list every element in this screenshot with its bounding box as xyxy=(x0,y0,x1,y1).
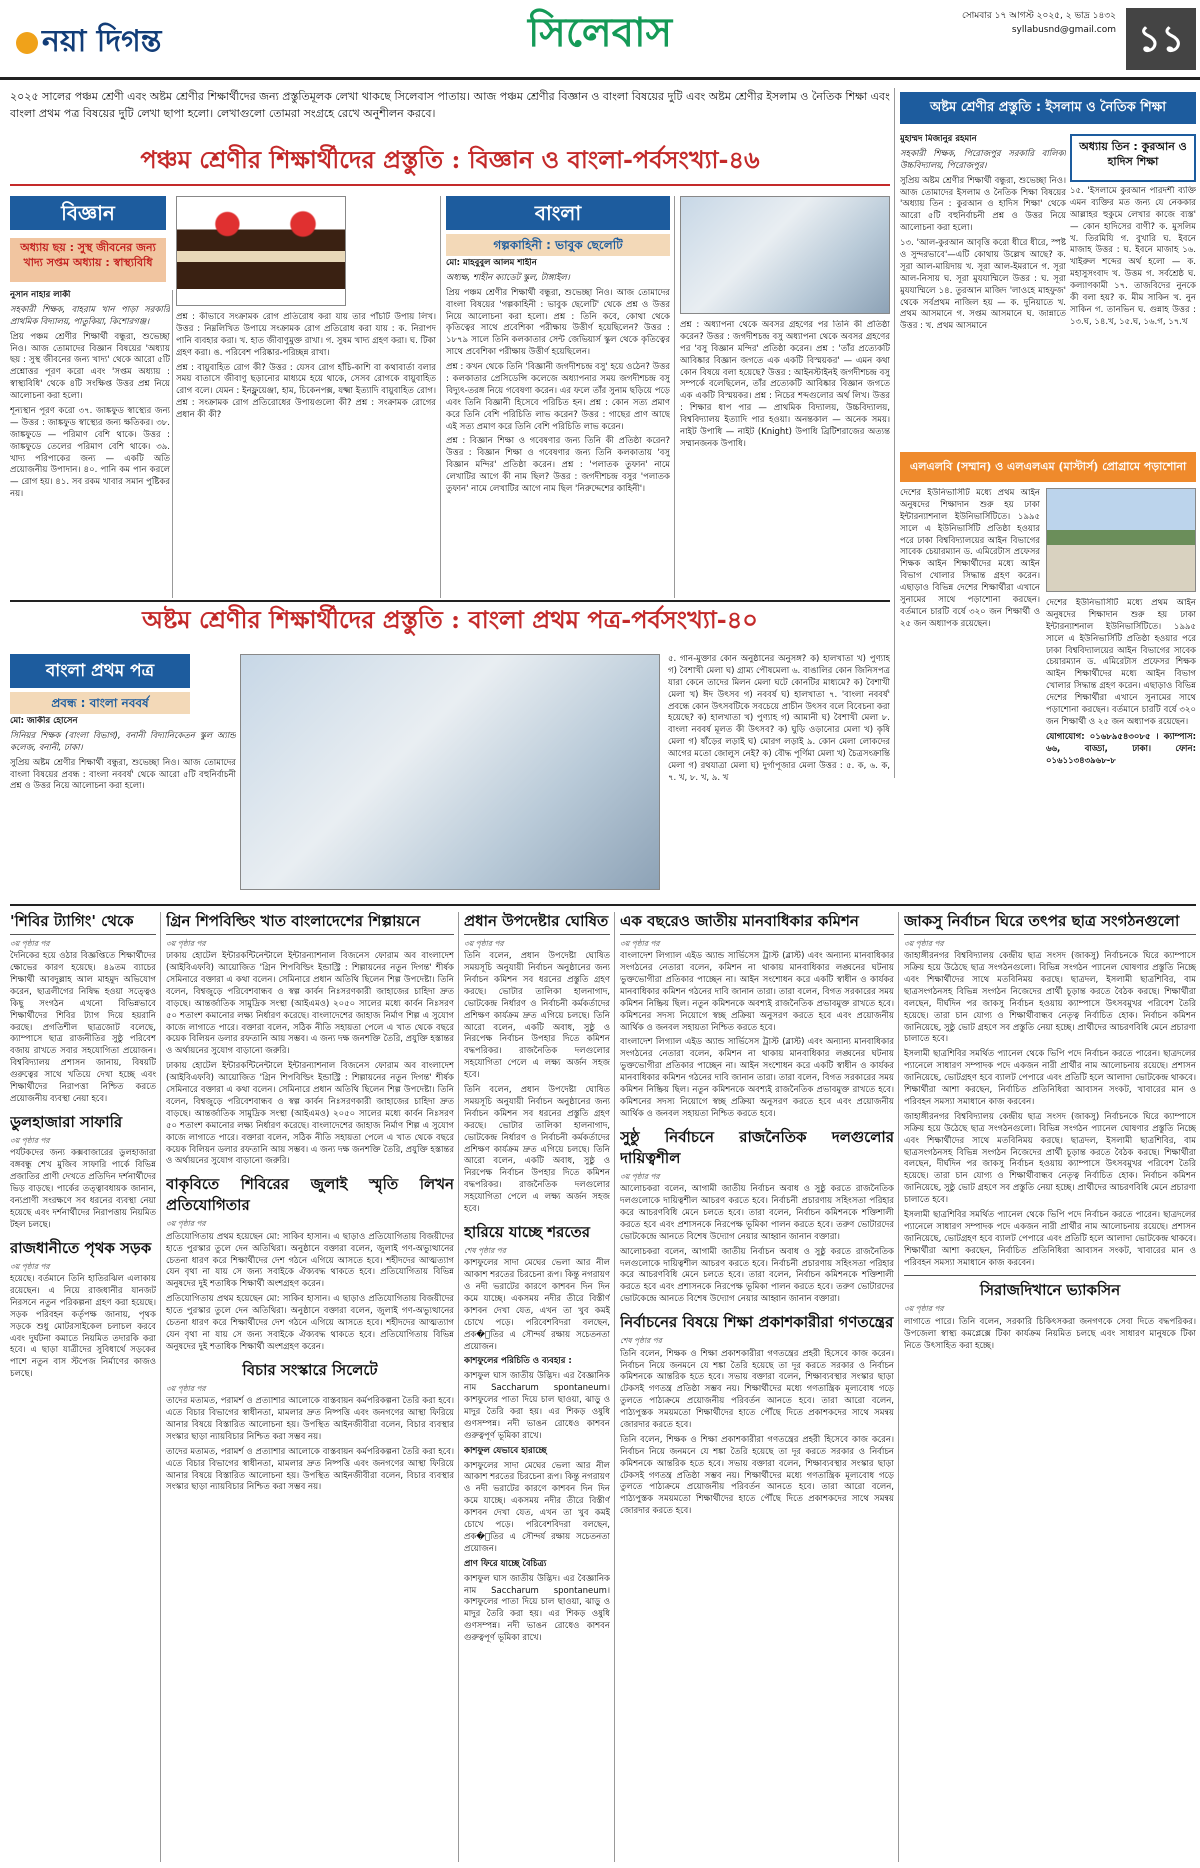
llb-notice-body xyxy=(900,488,1040,778)
newspaper-logo[interactable] xyxy=(16,22,161,63)
safari-body: পর্যটকদের জন্য কক্সবাজারের ডুলহাজারা বঙ্গবন্ধু শেখ মুজিব সাফারি পার্কে বিভিন্ন প্রজাতির প্রাণী দেখতে প্রতিদিন দর্শনার্থীদের ভিড় বাড়ছে। পার্কের তত্ত্বাবধায়ক জানান, বন্যপ্রাণী সংরক্ষণে সব ধরনের ব্যবস্থা নেয়া হয়েছে এবং দর্শনার্থীদের নিরাপত্তায় নিয়মিত টহল চলছে। xyxy=(10,1148,156,1230)
issue-date: সোমবার ১৭ আগস্ট ২০২৫, ২ ভাদ্র ১৪৩২ xyxy=(962,11,1116,21)
section-rule xyxy=(10,600,890,602)
bangla-body-4: প্রশ্ন : অধ্যাপনা থেকে অবসর গ্রহণের পর তিনি কী প্রতিষ্ঠা করেন? উত্তর : জগদীশচন্দ্র বসু অধ্যাপনা থেকে অবসর গ্রহণের পর 'বসু বিজ্ঞান মন্দির' প্রতিষ্ঠা করেন। প্রশ্ন : 'তাঁর প্রত্যেকটি আবিষ্কার বিজ্ঞান জগতে এক একটি বিস্ময়কর' — এমন কথা কোন বিষয়ে বলা হয়েছে? উত্তর : আইনস্টাইনই জগদীশচন্দ্র বসু সম্পর্কে বলেছিলেন, তাঁর প্রত্যেকটি আবিষ্কার বিজ্ঞান জগতে এক একটি বিস্ময়কর। প্রশ্ন : নিচের শব্দগুলোর অর্থ লিখ। উত্তর : শিক্ষার ধাপ পার — প্রাথমিক বিদ্যালয়, উচ্চবিদ্যালয়, বিশ্ববিদ্যালয় ইত্যাদি পার হওয়া। অনন্তকাল — অনেক সময়। নাইট উপাধি — নাইট (Knight) উপাধি ব্রিটিশরাজের অত্যন্ত সম্মানজনক উপাধি। xyxy=(680,320,890,449)
class8-bangla-heading: অষ্টম শ্রেণীর শিক্ষার্থীদের প্রস্তুতি : বাংলা প্রথম পত্র-পর্বসংখ্যা-৪০ xyxy=(142,605,758,634)
bangla1-body-1: সুপ্রিয় অষ্টম শ্রেণীর শিক্ষার্থী বন্ধুরা, শুভেচ্ছা নিও। আজ তোমাদের বাংলা বিষয়ের প্রবন্ধ : বাংলা নববর্ষ' থেকে আরো ৫টি বহুনির্বাচনী প্রশ্ন ও উত্তর নিয়ে আলোচনা করা হলো। xyxy=(10,757,236,792)
page-number: ১১ xyxy=(1126,8,1196,70)
pradhan-headline[interactable]: প্রধান উপদেষ্টার ঘোষিত xyxy=(464,912,610,935)
jakshu-body-2: ইসলামী ছাত্রশিবির সমর্থিত প্যানেল থেকে ভিপি পদে নির্বাচন করতে পারেন। ছাত্রদলের প্যানেলে সাধারণ সম্পাদক পদে একজন নারী প্রার্থীর নাম আলোচনায় রয়েছে। প্রশাসন জানিয়েছে, ভোটগ্রহণ হবে ব্যালট পেপারে এবং প্রতিটি হলে আলাদা ভোটকেন্দ্র থাকবে। শিক্ষার্থীরা আশা করছেন, নির্বাচিত প্রতিনিধিরা আবাসন সংকট, খাবারের মান ও পরিবহন সমস্যা সমাধানে কাজ করবেন। xyxy=(904,1049,1196,1107)
science-body-1: প্রিয় পঞ্চম শ্রেণীর শিক্ষার্থী বন্ধুরা, শুভেচ্ছা নিও। আজ তোমাদের বিজ্ঞান বিষয়ের 'অধ্যায় ছয় : সুস্থ জীবনের জন্য খাদ্য' থেকে আরো ৫টি প্রশ্নোত্তর পূরণ করো এবং 'সপ্তম অধ্যায় : স্বাস্থ্যবিধি' থেকে ৪টি সংক্ষিপ্ত উত্তর প্রশ্ন নিয়ে আলোচনা করা হলো। xyxy=(10,331,170,402)
sharat-subhead-2: কাশফুল যেভাবে হারাচ্ছে xyxy=(464,1445,547,1456)
science-title: বিজ্ঞান xyxy=(10,196,166,230)
green-body: ঢাকায় হোটেল ইন্টারকন্টিনেন্টালে ইন্টারন্যাশনাল বিজনেস ফোরাম অব বাংলাদেশ (আইবিএফবি) আয়োজিত 'গ্রিন শিপবিল্ডিং ইন্ডাস্ট্রি : শিল্পায়নের নতুন দিগন্ত' শীর্ষক সেমিনারে বক্তারা এ কথা বলেন। সেমিনারে প্রধান অতিথি ছিলেন শিল্প উপদেষ্টা। তিনি বলেন, বিশ্বজুড়ে পরিবেশবান্ধব ও স্বল্প কার্বন নিঃসরণকারী জাহাজের চাহিদা দ্রুত বাড়ছে। আন্তর্জাতিক সামুদ্রিক সংস্থা (আইএমও) ২০৫০ সালের মধ্যে কার্বন নিঃসরণ ৫০ শতাংশ কমানোর লক্ষ্য নির্ধারণ করেছে। বাংলাদেশের জাহাজ নির্মাণ শিল্প এ সুযোগ কাজে লাগাতে পারে। বক্তারা বলেন, সঠিক নীতি সহায়তা পেলে এ খাত থেকে বছরে কয়েক বিলিয়ন ডলার রফতানি আয় সম্ভব। এ জন্য দক্ষ জনশক্তি তৈরি, প্রযুক্তি হস্তান্তর ও অর্থায়নের সুযোগ বাড়ানো জরুরি। xyxy=(166,951,454,1057)
science-author: নুসান নাহার লাকী xyxy=(10,290,71,300)
university-photo xyxy=(1046,488,1196,592)
science-body-3: প্রশ্ন : কীভাবে সংক্রামক রোগ প্রতিরোধ করা যায় তার পাঁচটি উপায় লিখ। উত্তর : নিম্নলিখিত উপায়ে সংক্রামক রোগ প্রতিরোধ করা যায় : ক. নিরাপদ পানি ব্যবহার করা। খ. হাত জীবাণুমুক্ত রাখা। গ. সুষম খাদ্য গ্রহণ করা। ঘ. টিকা গ্রহণ করা। ঙ. পরিবেশ পরিষ্কার-পরিচ্ছন্ন রাখা। xyxy=(176,312,436,358)
islam-chapter: অধ্যায় তিন : কুরআন ও হাদিস শিক্ষা xyxy=(1070,134,1196,182)
teachers-body: তিনি বলেন, শিক্ষক ও শিক্ষা প্রকাশকারীরা গণতন্ত্রের প্রহরী হিসেবে কাজ করেন। নির্বাচন নিয়ে জনমনে যে শঙ্কা তৈরি হয়েছে তা দূর করতে সরকার ও নির্বাচন কমিশনকে আন্তরিক হতে হবে। সভায় বক্তারা বলেন, শিক্ষাব্যবস্থার সংস্কার ছাড়া টেকসই গণতন্ত্র প্রতিষ্ঠা সম্ভব নয়। শিক্ষার্থীদের মধ্যে গণতান্ত্রিক মূল্যবোধ গড়ে তুলতে পাঠ্যক্রমে প্রয়োজনীয় পরিবর্তন আনতে হবে। তারা আরো বলেন, পাঠ্যপুস্তক সময়মতো শিক্ষার্থীদের হাতে পৌঁছে দিতে প্রকাশকদের সাথে সমন্বয় জোরদার করতে হবে। xyxy=(620,1348,894,1430)
divider xyxy=(172,290,173,598)
pradhan-body-cont: তিনি বলেন, প্রধান উপদেষ্টা ঘোষিত সময়সূচি অনুযায়ী নির্বাচন অনুষ্ঠানের জন্য নির্বাচন কমিশন সব ধরনের প্রস্তুতি গ্রহণ করছে। ভোটার তালিকা হালনাগাদ, ভোটকেন্দ্র নির্ধারণ ও নির্বাচনী কর্মকর্তাদের প্রশিক্ষণ কার্যক্রম দ্রুত এগিয়ে চলছে। তিনি আরো বলেন, একটি অবাধ, সুষ্ঠু ও নিরপেক্ষ নির্বাচন উপহার দিতে কমিশন বদ্ধপরিকর। রাজনৈতিক দলগুলোর সহযোগিতা পেলে এ লক্ষ্য অর্জন সহজ হবে। xyxy=(464,1085,610,1214)
human-rights-headline[interactable]: এক বছরেও জাতীয় মানবাধিকার কমিশন xyxy=(620,912,894,935)
road-body: হয়েছে। বর্তমানে তিনি হাতিরঝিল এলাকায় রয়েছেন। এ নিয়ে রাজধানীর যানজট নিরসনে নতুন পরিকল্পনা গ্রহণ করা হয়েছে। সড়ক পরিবহন কর্তৃপক্ষ জানায়, পৃথক সড়কে শুধু মোটরসাইকেল চলাচল করবে এবং দুর্ঘটনা কমাতে নিয়মিত তদারকি করা হবে। এ ছাড়া যাত্রীদের সুবিধার্থে সড়কের পাশে নতুন বাস স্টপেজ নির্মাণের কাজও চলছে। xyxy=(10,1274,156,1380)
food-photo xyxy=(176,196,346,306)
human-body: বাংলাদেশ লিগ্যাল এইড অ্যান্ড সার্ভিসেস ট্রাস্ট (ব্লাস্ট) এবং অন্যান্য মানবাধিকার সংগঠনের নেতারা বলেন, কমিশন না থাকায় মানবাধিকার লঙ্ঘনের ঘটনায় ভুক্তভোগীরা প্রতিকার পাচ্ছেন না। আইন সংশোধন করে একটি স্বাধীন ও কার্যকর মানবাধিকার কমিশন গঠনের দাবি জানান তারা। তারা বলেন, বিগত সরকারের সময় কমিশন নিষ্ক্রিয় ছিল। নতুন কমিশনকে অবশ্যই রাজনৈতিক প্রভাবমুক্ত রাখতে হবে। কমিশনের সদস্য নিয়োগে স্বচ্ছ প্রক্রিয়া অনুসরণ করতে হবে এবং প্রয়োজনীয় আর্থিক ও জনবল সহায়তা নিশ্চিত করতে হবে। xyxy=(620,951,894,1033)
human-body-cont: বাংলাদেশ লিগ্যাল এইড অ্যান্ড সার্ভিসেস ট্রাস্ট (ব্লাস্ট) এবং অন্যান্য মানবাধিকার সংগঠনের নেতারা বলেন, কমিশন না থাকায় মানবাধিকার লঙ্ঘনের ঘটনায় ভুক্তভোগীরা প্রতিকার পাচ্ছেন না। আইন সংশোধন করে একটি স্বাধীন ও কার্যকর মানবাধিকার কমিশন গঠনের দাবি জানান তারা। তারা বলেন, বিগত সরকারের সময় কমিশন নিষ্ক্রিয় ছিল। নতুন কমিশনকে অবশ্যই রাজনৈতিক প্রভাবমুক্ত রাখতে হবে। কমিশনের সদস্য নিয়োগে স্বচ্ছ প্রক্রিয়া অনুসরণ করতে হবে এবং প্রয়োজনীয় আর্থিক ও জনবল সহায়তা নিশ্চিত করতে হবে। xyxy=(620,1037,894,1119)
llb-notice-title: এলএলবি (সম্মান) ও এলএলএম (মাস্টার্স) প্রোগ্রামে পড়াশোনা xyxy=(900,452,1196,482)
bichar-body: তাদের মতামত, পরামর্শ ও প্রত্যাশার আলোকে বাস্তবায়ন কর্মপরিকল্পনা তৈরি করা হবে। এতে বিচার বিভাগের স্বাধীনতা, মামলার দ্রুত নিষ্পত্তি এবং জনগণের আস্থা ফিরিয়ে আনার বিষয়ে বিস্তারিত আলোচনা হয়। উপস্থিত আইনজীবীরা বলেন, বিচার ব্যবস্থার সংস্কার ছাড়া ন্যায়বিচার নিশ্চিত করা সম্ভব নয়। xyxy=(166,1396,454,1442)
divider xyxy=(894,88,895,778)
continued-note: ৩য় পৃষ্ঠার পর xyxy=(166,938,206,948)
continued-note: শেষ পৃষ্ঠার পর xyxy=(464,1245,506,1255)
fair-body-cont: আলোচকরা বলেন, আগামী জাতীয় নির্বাচন অবাধ ও সুষ্ঠু করতে রাজনৈতিক দলগুলোকে দায়িত্বশীল আচরণ করতে হবে। নির্বাচনী প্রচারণায় সহিংসতা পরিহার করে আচরণবিধি মেনে চলতে হবে। তারা বলেন, নির্বাচন কমিশনকে শক্তিশালী করতে হবে এবং প্রশাসনকে নিরপেক্ষ ভূমিকা পালন করতে হবে। তরুণ ভোটারদের ভোটকেন্দ্রে আনতে বিশেষ উদ্যোগ নেয়ার আহ্বান জানান বক্তারা। xyxy=(620,1246,894,1305)
continued-note: ৩য় পৃষ্ঠার পর xyxy=(166,1383,206,1393)
science-author-desc: সহকারী শিক্ষক, বাহরাম খান পাড়া সরকারি প্রাথমিক বিদ্যালয়, পাতুকিয়া, কিশোরগঞ্জ। xyxy=(10,304,170,327)
islam-column-1 xyxy=(900,134,1066,448)
llb-notice-text-2: দেশের ইউনিভার্সিটি মধ্যে প্রথম আইন অনুষদের শিক্ষাদান শুরু হয় ঢাকা ইন্টারন্যাশনাল ইউনিভার্সিটিতে। ১৯৯৫ সালে এ ইউনিভার্সিটি প্রতিষ্ঠা হওয়ার পরে ঢাকা বিশ্ববিদ্যালয়ের আইন বিভাগের সাবেক চেয়ারম্যান ড. এমিরেটাস প্রফেসর শিক্ষক আইন শিক্ষার্থীদের মধ্যে আইন বিভাগ খোলার সিদ্ধান্ত গ্রহণ করেন। এছাড়াও বিভিন্ন দেশের শিক্ষার্থীরা এখানে সুনামের সাথে পড়াশোনা করছেন। বর্তমানে চারটি বর্ষে ৩২০ জন শিক্ষার্থী ও ২৫ জন অধ্যাপক রয়েছেন। xyxy=(1046,598,1196,727)
divider xyxy=(614,912,615,1862)
sharat-body-3: কাশফুলের সাদা মেঘের ভেলা আর নীল আকাশ শরতের চিরচেনা রূপ। কিন্তু নগরায়ণ ও নদী ভরাটের কারণে কাশবন দিন দিন কমে যাচ্ছে। একসময় নদীর তীরে বিস্তীর্ণ কাশবন দেখা যেত, এখন তা খুব কমই চোখে পড়ে। পরিবেশবিদরা বলছেন, প্রক�ৃতির এ সৌন্দর্য রক্ষায় সচেতনতা প্রয়োজন। xyxy=(464,1460,610,1554)
continued-note: ৩য় পৃষ্ঠার পর xyxy=(904,1304,944,1314)
safari-headline[interactable]: ডুলহাজারা সাফারি xyxy=(10,1112,123,1131)
science-body-4: প্রশ্ন : বায়ুবাহিত রোগ কী? উত্তর : যেসব রোগ হাঁচি-কাশি বা কথাবার্তা বলার সময় বাতাসে জীবাণু ছড়ানোর মাধ্যমে হয়ে থাকে, সেসব রোগকে বায়ুবাহিত রোগ বলে। যেমন : ইনফ্লুয়েঞ্জা, হাম, চিকেনপক্স, যক্ষ্মা ইত্যাদি বায়ুবাহিত রোগ। প্রশ্ন : সংক্রামক রোগ প্রতিরোধের উপায়গুলো কী? প্রশ্ন : সংক্রামক রোগের প্রধান কী কী? xyxy=(176,362,436,421)
bangla-title: বাংলা xyxy=(446,196,670,230)
section-rule xyxy=(10,904,1196,906)
news-column-1 xyxy=(10,912,156,1862)
sharat-headline[interactable]: হারিয়ে যাচ্ছে শরতের xyxy=(464,1222,590,1241)
road-headline[interactable]: রাজধানীতে পৃথক সড়ক xyxy=(10,1238,152,1257)
intro-text: ২০২৫ সালের পঞ্চম শ্রেণী এবং অষ্টম শ্রেণীর শিক্ষার্থীদের জন্য প্রস্তুতিমূলক লেখা থাকছে সিলেবাস পাতায়। আজ পঞ্চম শ্রেণীর বিজ্ঞান ও বাংলা বিষয়ের দুটি এবং অষ্টম শ্রেণীর ইসলাম ও নৈতিক শিক্ষা এবং বাংলা প্রথম পত্র বিষয়ের দুটি লেখা ছাপা হলো। লেখাগুলো তোমরা সংগ্রহে রেখে অনুশীলন করবে। xyxy=(10,90,890,121)
fair-body: আলোচকরা বলেন, আগামী জাতীয় নির্বাচন অবাধ ও সুষ্ঠু করতে রাজনৈতিক দলগুলোকে দায়িত্বশীল আচরণ করতে হবে। নির্বাচনী প্রচারণায় সহিংসতা পরিহার করে আচরণবিধি মেনে চলতে হবে। তারা বলেন, নির্বাচন কমিশনকে শক্তিশালী করতে হবে এবং প্রশাসনকে নিরপেক্ষ ভূমিকা পালন করতে হবে। তরুণ ভোটারদের ভোটকেন্দ্রে আনতে বিশেষ উদ্যোগ নেয়ার আহ্বান জানান বক্তারা। xyxy=(620,1184,894,1242)
jakshu-headline[interactable]: জাকসু নির্বাচন ঘিরে তৎপর ছাত্র সংগঠনগুলো xyxy=(904,912,1196,935)
bangla1-title: বাংলা প্রথম পত্র xyxy=(10,654,190,688)
sharat-body-4: কাশফুল ঘাস জাতীয় উদ্ভিদ। এর বৈজ্ঞানিক নাম Saccharum spontaneum। কাশফুলের পাতা দিয়ে চাল ছাওয়া, ঝাড়ু ও মাদুর তৈরি করা হয়। এর শিকড় ওষুধি গুণসম্পন্ন। নদী ভাঙন রোধেও কাশবন গুরুত্বপূর্ণ ভূমিকা রাখে। xyxy=(464,1573,610,1644)
sharat-body: কাশফুলের সাদা মেঘের ভেলা আর নীল আকাশ শরতের চিরচেনা রূপ। কিন্তু নগরায়ণ ও নদী ভরাটের কারণে কাশবন দিন দিন কমে যাচ্ছে। একসময় নদীর তীরে বিস্তীর্ণ কাশবন দেখা যেত, এখন তা খুব কমই চোখে পড়ে। পরিবেশবিদরা বলছেন, প্রক�ৃতির এ সৌন্দর্য রক্ষায় সচেতনতা প্রয়োজন। xyxy=(464,1258,610,1352)
llb-contact-text: যোগাযোগ: ০১৬৮৯৫৪৩০৮৫ । ক্যাম্পাস: ৬৬, বাড্ডা, ঢাকা। ফোন: ০১৬১১৩৪৩৯৬৮-৮ xyxy=(1046,731,1196,766)
bangla-column-1 xyxy=(446,258,670,598)
news-column-3 xyxy=(464,912,610,1862)
students-exam-photo xyxy=(240,654,660,890)
sharat-body-2: কাশফুল ঘাস জাতীয় উদ্ভিদ। এর বৈজ্ঞানিক নাম Saccharum spontaneum। কাশফুলের পাতা দিয়ে চাল ছাওয়া, ঝাড়ু ও মাদুর তৈরি করা হয়। এর শিকড় ওষুধি গুণসম্পন্ন। নদী ভাঙন রোধেও কাশবন গুরুত্বপূর্ণ ভূমিকা রাখে। xyxy=(464,1371,610,1441)
islam-author-desc: সহকারী শিক্ষক, পিরোজপুর সরকারি বালিকা উচ্চবিদ্যালয়, পিরোজপুর। xyxy=(900,148,1066,171)
shibir-headline[interactable]: 'শিবির ট্যাগিং' থেকে xyxy=(10,912,156,935)
green-headline[interactable]: গ্রিন শিপবিল্ডিং খাত বাংলাদেশের শিল্পায়নে xyxy=(166,912,454,935)
logo-text: নয়া দিগন্ত xyxy=(42,24,162,59)
bangla-column-2 xyxy=(680,320,890,598)
sharat-subhead-3: প্রাণ ফিরে যাচ্ছে বৈচিত্র্য xyxy=(464,1558,547,1569)
green-body-cont: ঢাকায় হোটেল ইন্টারকন্টিনেন্টালে ইন্টারন্যাশনাল বিজনেস ফোরাম অব বাংলাদেশ (আইবিএফবি) আয়োজিত 'গ্রিন শিপবিল্ডিং ইন্ডাস্ট্রি : শিল্পায়নের নতুন দিগন্ত' শীর্ষক সেমিনারে বক্তারা এ কথা বলেন। সেমিনারে প্রধান অতিথি ছিলেন শিল্প উপদেষ্টা। তিনি বলেন, বিশ্বজুড়ে পরিবেশবান্ধব ও স্বল্প কার্বন নিঃসরণকারী জাহাজের চাহিদা দ্রুত বাড়ছে। আন্তর্জাতিক সামুদ্রিক সংস্থা (আইএমও) ২০৫০ সালের মধ্যে কার্বন নিঃসরণ ৫০ শতাংশ কমানোর লক্ষ্য নির্ধারণ করেছে। বাংলাদেশের জাহাজ নির্মাণ শিল্প এ সুযোগ কাজে লাগাতে পারে। বক্তারা বলেন, সঠিক নীতি সহায়তা পেলে এ খাত থেকে বছরে কয়েক বিলিয়ন ডলার রফতানি আয় সম্ভব। এ জন্য দক্ষ জনশক্তি তৈরি, প্রযুক্তি হস্তান্তর ও অর্থায়নের সুযোগ বাড়ানো জরুরি। xyxy=(166,1061,454,1167)
divider xyxy=(160,912,161,1862)
bangla1-sub: প্রবন্ধ : বাংলা নববর্ষ xyxy=(10,692,190,714)
islam-column-2 xyxy=(1070,186,1196,448)
jakshu-body-3: জাহাঙ্গীরনগর বিশ্ববিদ্যালয় কেন্দ্রীয় ছাত্র সংসদ (জাকসু) নির্বাচনকে ঘিরে ক্যাম্পাসে সক্রিয় হয়ে উঠেছে ছাত্র সংগঠনগুলো। বিভিন্ন সংগঠন প্যানেল ঘোষণার প্রস্তুতি নিচ্ছে এবং শিক্ষার্থীদের সাথে মতবিনিময় করছে। ছাত্রদল, ইসলামী ছাত্রশিবির, বাম ছাত্রসংগঠনসহ বিভিন্ন সংগঠন নিজেদের প্রার্থী চূড়ান্ত করতে বৈঠক করছে। শিক্ষার্থীরা বলছেন, দীর্ঘদিন পর জাকসু নির্বাচন হওয়ায় ক্যাম্পাসে উৎসবমুখর পরিবেশ তৈরি হয়েছে। তারা চান যোগ্য ও শিক্ষার্থীবান্ধব নেতৃত্ব নির্বাচিত হোক। নির্বাচন কমিশন জানিয়েছে, সুষ্ঠু ভোট গ্রহণে সব প্রস্তুতি নেয়া হচ্ছে। প্রার্থীদের আচরণবিধি মেনে প্রচারণা চালাতে হবে। xyxy=(904,1111,1196,1206)
bangla-author: মো: মাহবুবুল আলম শাহীন xyxy=(446,258,537,268)
class5-heading: পঞ্চম শ্রেণীর শিক্ষার্থীদের প্রস্তুতি : বিজ্ঞান ও বাংলা-পর্বসংখ্যা-৪৬ xyxy=(10,144,890,186)
science-body-2: শূন্যস্থান পূরণ করো ৩৭. জাঙ্কফুড স্বাস্থ্যের জন্য — উত্তর : জাঙ্কফুড স্বাস্থ্যের জন্য ক্ষতিকর। ৩৮. জাঙ্কফুডে — পরিমাণ বেশি থাকে। উত্তর : জাঙ্কফুডে তেলের পরিমাণ বেশি থাকে। ৩৯. খাদ্য পরিপাকের জন্য — একটি অতি প্রয়োজনীয় উপাদান। ৪০. পানি কম পান করলে — রোগ হয়। ৪১. সব রকম খাবার সমান পুষ্টিকর নয়। xyxy=(10,406,170,500)
vaccine-body: লাগাতে পারে। তিনি বলেন, সরকারি চিকিৎসকরা জনগণকে সেবা দিতে বদ্ধপরিকর। উপজেলা স্বাস্থ্য কমপ্লেক্সে টিকা কার্যক্রম নিয়মিত চলছে এবং সাধারণ মানুষকে টিকা নিতে উৎসাহিত করা হচ্ছে। xyxy=(904,1316,1196,1351)
continued-note: শেষ পৃষ্ঠার পর xyxy=(620,1336,662,1346)
jakshu-body: জাহাঙ্গীরনগর বিশ্ববিদ্যালয় কেন্দ্রীয় ছাত্র সংসদ (জাকসু) নির্বাচনকে ঘিরে ক্যাম্পাসে সক্রিয় হয়ে উঠেছে ছাত্র সংগঠনগুলো। বিভিন্ন সংগঠন প্যানেল ঘোষণার প্রস্তুতি নিচ্ছে এবং শিক্ষার্থীদের সাথে মতবিনিময় করছে। ছাত্রদল, ইসলামী ছাত্রশিবির, বাম ছাত্রসংগঠনসহ বিভিন্ন সংগঠন নিজেদের প্রার্থী চূড়ান্ত করতে বৈঠক করছে। শিক্ষার্থীরা বলছেন, দীর্ঘদিন পর জাকসু নির্বাচন হওয়ায় ক্যাম্পাসে উৎসবমুখর পরিবেশ তৈরি হয়েছে। তারা চান যোগ্য ও শিক্ষার্থীবান্ধব নেতৃত্ব নির্বাচিত হোক। নির্বাচন কমিশন জানিয়েছে, সুষ্ঠু ভোট গ্রহণে সব প্রস্তুতি নেয়া হচ্ছে। প্রার্থীদের আচরণবিধি মেনে প্রচারণা চালাতে হবে। xyxy=(904,951,1196,1045)
date-block xyxy=(906,10,1116,36)
continued-note: ৩য় পৃষ্ঠার পর xyxy=(464,938,504,948)
bakribi-body-cont: প্রতিযোগিতায় প্রথম হয়েছেন মো: সাকিব হাসান। এ ছাড়াও প্রতিযোগিতায় বিজয়ীদের হাতে পুরস্কার তুলে দেন অতিথিরা। অনুষ্ঠানে বক্তারা বলেন, জুলাই গণ-অভ্যুত্থানের চেতনা ধারণ করে শিক্ষার্থীদের দেশ গঠনে এগিয়ে আসতে হবে। শহীদদের আত্মত্যাগ যেন বৃথা না যায় সে জন্য সবাইকে ঐক্যবদ্ধ থাকতে হবে। প্রতিযোগিতায় বিভিন্ন অনুষদের দুই শতাধিক শিক্ষার্থী অংশগ্রহণ করেন। xyxy=(166,1294,454,1352)
bichar-body-cont: তাদের মতামত, পরামর্শ ও প্রত্যাশার আলোকে বাস্তবায়ন কর্মপরিকল্পনা তৈরি করা হবে। এতে বিচার বিভাগের স্বাধীনতা, মামলার দ্রুত নিষ্পত্তি এবং জনগণের আস্থা ফিরিয়ে আনার বিষয়ে বিস্তারিত আলোচনা হয়। উপস্থিত আইনজীবীরা বলেন, বিচার ব্যবস্থার সংস্কার ছাড়া ন্যায়বিচার নিশ্চিত করা সম্ভব নয়। xyxy=(166,1446,454,1493)
continued-note: ৩য় পৃষ্ঠার পর xyxy=(904,938,944,948)
bangla1-author-desc: সিনিয়র শিক্ষক (বাংলা বিভাগ), বনানী বিদ্যানিকেতন স্কুল অ্যান্ড কলেজ, বনানী, ঢাকা। xyxy=(10,730,236,753)
science-column-2 xyxy=(176,312,436,598)
teachers-headline[interactable]: নির্বাচনের বিষয়ে শিক্ষা প্রকাশকারীরা গণতন্ত্রের xyxy=(620,1313,894,1332)
divider xyxy=(458,912,459,1862)
news-column-2 xyxy=(166,912,454,1862)
jakshu-body-4: ইসলামী ছাত্রশিবির সমর্থিত প্যানেল থেকে ভিপি পদে নির্বাচন করতে পারেন। ছাত্রদলের প্যানেলে সাধারণ সম্পাদক পদে একজন নারী প্রার্থীর নাম আলোচনায় রয়েছে। প্রশাসন জানিয়েছে, ভোটগ্রহণ হবে ব্যালট পেপারে এবং প্রতিটি হলে আলাদা ভোটকেন্দ্র থাকবে। শিক্ষার্থীরা আশা করছেন, নির্বাচিত প্রতিনিধিরা আবাসন সংকট, খাবারের মান ও পরিবহন সমস্যা সমাধানে কাজ করবেন। xyxy=(904,1209,1196,1268)
bangla1-body-2: ৫. গান-মুক্তার কোন অনুষ্ঠানের অনুসঙ্গ? ক) হালখাতা খ) পুণ্যাহ গ) বৈশাখী মেলা ঘ) গ্রাম্য পৌষমেলা ৬. বাঙালির কোন জিনিসপত্র যারা কেনে তাদের মিলন মেলা ঘটে কোনটির মাধ্যমে? ক) বৈশাখী মেলা খ) ঈদ উৎসব গ) নববর্ষ ঘ) হালখাতা ৭. 'বাংলা নববর্ষ' প্রবন্ধে কোন উৎসবটিকে সবচেয়ে প্রাচীন উৎসব বলে বিবেচনা করা হয়েছে? ক) হালখাতা খ) পুণ্যাহ গ) আমানী ঘ) বৈশাখী মেলা ৮. বাংলা নববর্ষ মূলত কী উৎসব? ক) ঘুড়ি ওড়ানোর মেলা খ) কৃষি মেলা গ) ষাঁড়ের লড়াই ঘ) মোরগ লড়াই ৯. কোন মেলা লোকদের আগের মতো জোলুস নেই? ক) বৌদ্ধ পূর্ণিমা মেলা খ) চৈত্রসংক্রান্তি মেলা গ) রথযাত্রা মেলা ঘ) দুর্গাপূজার মেলা উত্তর : ৫. ক, ৬. ক, ৭. খ, ৮. খ, ৯. খ xyxy=(668,654,890,783)
fair-election-headline[interactable]: সুষ্ঠু নির্বাচনে রাজনৈতিক দলগুলোর দায়িত্বশীল xyxy=(620,1127,894,1167)
islam-author: মুহাম্মদ মিজানুর রহমান xyxy=(900,134,977,144)
continued-note: ৩য় পৃষ্ঠার পর xyxy=(620,1171,660,1181)
islam-heading: অষ্টম শ্রেণীর প্রস্তুতি : ইসলাম ও নৈতিক শিক্ষা xyxy=(900,92,1196,124)
continued-note: ৩য় পৃষ্ঠার পর xyxy=(10,1135,50,1145)
news-column-5 xyxy=(904,912,1196,1862)
divider xyxy=(898,912,899,1862)
llb-notice-text: দেশের ইউনিভার্সিটি মধ্যে প্রথম আইন অনুষদের শিক্ষাদান শুরু হয় ঢাকা ইন্টারন্যাশনাল ইউনিভার্সিটিতে। ১৯৯৫ সালে এ ইউনিভার্সিটি প্রতিষ্ঠা হওয়ার পরে ঢাকা বিশ্ববিদ্যালয়ের আইন বিভাগের সাবেক চেয়ারম্যান ড. এমিরেটাস প্রফেসর শিক্ষক আইন শিক্ষার্থীদের মধ্যে আইন বিভাগ খোলার সিদ্ধান্ত গ্রহণ করেন। এছাড়াও বিভিন্ন দেশের শিক্ষার্থীরা এখানে সুনামের সাথে পড়াশোনা করছেন। বর্তমানে চারটি বর্ষে ৩২০ জন শিক্ষার্থী ও ২৫ জন অধ্যাপক রয়েছেন। xyxy=(900,488,1040,629)
contact-email[interactable]: syllabusnd@gmail.com xyxy=(1011,25,1116,36)
shibir-body: দৈনিকের হয়ে ওঠার বিজ্ঞপ্তিতে শিক্ষার্থীদের ক্ষোভের কারণ হয়েছে। ৪৯তম ব্যাচের শিক্ষার্থী আবদুল্লাহ আল মাহমুদ অভিযোগ করেন, ছাত্রলীগের নিষিদ্ধ হওয়া সত্ত্বেও কিছু সংগঠন এখনো বিভিন্নভাবে শিক্ষার্থীদের শিবির ট্যাগ দিয়ে হয়রানি করছে। প্রগতিশীল ছাত্রজোট বলেছে, ক্যাম্পাসে ছাত্র রাজনীতির সুষ্ঠু পরিবেশ বজায় রাখতে সবার সহযোগিতা প্রয়োজন। বিশ্ববিদ্যালয় প্রশাসন জানায়, বিষয়টি গুরুত্বের সাথে খতিয়ে দেখা হচ্ছে এবং শিক্ষার্থীদের নিরাপত্তা নিশ্চিত করতে প্রয়োজনীয় ব্যবস্থা নেয়া হবে। xyxy=(10,951,156,1104)
islam-body-2: ১৩. 'আল-কুরআন আবৃত্তি করো ধীরে ধীরে, স্পষ্ট ও সুন্দরভাবে'—এটি কোথায় উল্লেখ আছে? ক. সূরা আল-মায়িদায় খ. সূরা আল-ইমরানে গ. সূরা আল-নিসায় ঘ. সূরা মুযযাম্মিলে উত্তর : ঘ. সূরা মুযযাম্মিলে ১৪. তুরআন মাজিদ 'লাওহে মাহফুজ' থেকে সর্বপ্রথম নাজিল হয় — ক. দুনিয়াতে খ. প্রথম আসমানে গ. সপ্তম আসমানে ঘ. জান্নাতে উত্তর : খ. প্রথম আসমানে xyxy=(900,238,1066,332)
bangla-body-2: প্রশ্ন : কখন থেকে তিনি 'বিজ্ঞানী জগদীশচন্দ্র বসু' হয়ে ওঠেন? উত্তর : কলকাতার প্রেসিডেন্সি কলেজে অধ্যাপনার সময় জগদীশচন্দ্র বসু বিদ্যুৎ-তরঙ্গ নিয়ে গবেষণা করেন। এর ফলে তাঁর সুনাম ছড়িয়ে পড়ে এবং তিনি বিজ্ঞানী হিসেবে পরিচিত হন। প্রশ্ন : কোন সত্য প্রমাণ করে তিনি বেশি পরিচিতি লাভ করেন? উত্তর : গাছের প্রাণ আছে এই সত্য প্রমাণ করে তিনি বেশি পরিচিতি লাভ করেন। xyxy=(446,362,670,432)
continued-note: ৩য় পৃষ্ঠার পর xyxy=(10,1261,50,1271)
islam-body-1: সুপ্রিয় অষ্টম শ্রেণীর শিক্ষার্থী বন্ধুরা, শুভেচ্ছা নিও। আজ তোমাদের ইসলাম ও নৈতিক শিক্ষা বিষয়ের 'অধ্যায় তিন : কুরআন ও হাদিস শিক্ষা' থেকে আরো ৫টি বহুনির্বাচনী প্রশ্ন ও উত্তর নিয়ে আলোচনা করা হলো। xyxy=(900,175,1066,234)
bichar-headline[interactable]: বিচার সংস্কারে সিলেটে xyxy=(242,1360,378,1379)
sun-icon xyxy=(16,32,38,54)
bakribi-body: প্রতিযোগিতায় প্রথম হয়েছেন মো: সাকিব হাসান। এ ছাড়াও প্রতিযোগিতায় বিজয়ীদের হাতে পুরস্কার তুলে দেন অতিথিরা। অনুষ্ঠানে বক্তারা বলেন, জুলাই গণ-অভ্যুত্থানের চেতনা ধারণ করে শিক্ষার্থীদের দেশ গঠনে এগিয়ে আসতে হবে। শহীদদের আত্মত্যাগ যেন বৃথা না যায় সে জন্য সবাইকে ঐক্যবদ্ধ থাকতে হবে। প্রতিযোগিতায় বিভিন্ন অনুষদের দুই শতাধিক শিক্ষার্থী অংশগ্রহণ করেন। xyxy=(166,1231,454,1290)
masthead xyxy=(0,0,1200,80)
section-title: সিলেবাস xyxy=(527,9,673,56)
sharat-subhead: কাশফুলের পরিচিতি ও ব্যবহার : xyxy=(464,1356,572,1367)
islam-body-3: ১৫. 'ইসলামে কুরআন পারদর্শী ব্যক্তি এমন ব্যক্তির মত জন্য যে নেককার আল্লাহর হুকুমে লেখার কাজে ব্যস্ত' — কোন হাদিসের বাণী? ক. মুসলিম খ. তিরমিযি গ. বুখারি ঘ. ইবনে মাজাহ উত্তর : ঘ. ইবনে মাজাহ ১৬. খাইরুল শব্দের অর্থ হলো — ক. মহাসুসংবাদ খ. উত্তম গ. সর্বশ্রেষ্ঠ ঘ. কল্যাণকামী ১৭. তাজবিদের নুনকে কী বলা হয়? ক. মীম সাকিন খ. নুন সাকিন গ. তানভিন ঘ. গুন্নাহ উত্তর : ১৩.ঘ, ১৪.খ, ১৫.ঘ, ১৬.গ, ১৭.খ xyxy=(1070,186,1196,327)
divider xyxy=(674,196,675,598)
teachers-body-cont: তিনি বলেন, শিক্ষক ও শিক্ষা প্রকাশকারীরা গণতন্ত্রের প্রহরী হিসেবে কাজ করেন। নির্বাচন নিয়ে জনমনে যে শঙ্কা তৈরি হয়েছে তা দূর করতে সরকার ও নির্বাচন কমিশনকে আন্তরিক হতে হবে। সভায় বক্তারা বলেন, শিক্ষাব্যবস্থার সংস্কার ছাড়া টেকসই গণতন্ত্র প্রতিষ্ঠা সম্ভব নয়। শিক্ষার্থীদের মধ্যে গণতান্ত্রিক মূল্যবোধ গড়ে তুলতে পাঠ্যক্রমে প্রয়োজনীয় পরিবর্তন আনতে হবে। তারা আরো বলেন, পাঠ্যপুস্তক সময়মতো শিক্ষার্থীদের হাতে পৌঁছে দিতে প্রকাশকদের সাথে সমন্বয় জোরদার করতে হবে। xyxy=(620,1434,894,1517)
continued-note: ৩য় পৃষ্ঠার পর xyxy=(166,1219,206,1229)
vaccine-headline[interactable]: সিরাজদিখানে ভ্যাকসিন xyxy=(904,1275,1196,1301)
continued-note: ৩য় পৃষ্ঠার পর xyxy=(10,938,50,948)
news-column-4 xyxy=(620,912,894,1862)
divider xyxy=(440,196,441,598)
bangla1-author: মো: জাকীর হোসেন xyxy=(10,716,78,726)
science-chapter: অধ্যায় ছয় : সুস্থ জীবনের জন্য খাদ্য সপ্তম অধ্যায় : স্বাস্থ্যবিধি xyxy=(10,238,166,282)
bangla1-column-2 xyxy=(668,654,890,894)
pradhan-body: তিনি বলেন, প্রধান উপদেষ্টা ঘোষিত সময়সূচি অনুযায়ী নির্বাচন অনুষ্ঠানের জন্য নির্বাচন কমিশন সব ধরনের প্রস্তুতি গ্রহণ করছে। ভোটার তালিকা হালনাগাদ, ভোটকেন্দ্র নির্ধারণ ও নির্বাচনী কর্মকর্তাদের প্রশিক্ষণ কার্যক্রম দ্রুত এগিয়ে চলছে। তিনি আরো বলেন, একটি অবাধ, সুষ্ঠু ও নিরপেক্ষ নির্বাচন উপহার দিতে কমিশন বদ্ধপরিকর। রাজনৈতিক দলগুলোর সহযোগিতা পেলে এ লক্ষ্য অর্জন সহজ হবে। xyxy=(464,951,610,1081)
bangla-body-3: প্রশ্ন : বিজ্ঞান শিক্ষা ও গবেষণার জন্য তিনি কী প্রতিষ্ঠা করেন? উত্তর : বিজ্ঞান শিক্ষা ও গবেষণার জন্য তিনি কলকাতায় 'বসু বিজ্ঞান মন্দির' প্রতিষ্ঠা করেন। প্রশ্ন : 'পলাতক তুফান' নামে লেখাটির আগে কী নাম ছিল? উত্তর : জগদীশচন্দ্র বসুর 'পলাতক তুফান' নামে লেখাটির আগে নাম ছিল 'নিরুদ্দেশের কাহিনী'। xyxy=(446,436,670,495)
continued-note: ৩য় পৃষ্ঠার পর xyxy=(620,938,660,948)
bakribi-headline[interactable]: বাকৃবিতে শিবিরের জুলাই স্মৃতি লিখন প্রতিযোগিতার xyxy=(166,1175,454,1215)
classroom-photo xyxy=(680,196,890,314)
bangla-author-desc: অধ্যক্ষ, শাহীন ক্যাডেট স্কুল, টাঙ্গাইল। xyxy=(446,272,570,283)
science-column-1 xyxy=(10,290,170,598)
llb-contact xyxy=(1046,598,1196,778)
bangla-sub: গল্পকাহিনী : ভাবুক ছেলেটি xyxy=(446,234,670,256)
bangla-body-1: প্রিয় পঞ্চম শ্রেণীর শিক্ষার্থী বন্ধুরা, শুভেচ্ছা নিও। আজ তোমাদের বাংলা বিষয়ের 'গল্পকাহিনী : ভাবুক ছেলেটি' থেকে প্রশ্ন ও উত্তর নিয়ে আলোচনা করা হলো। প্রশ্ন : তিনি কবে, কোথা থেকে কৃতিত্বের সাথে প্রবেশিকা পরীক্ষায় উত্তীর্ণ হয়েছিলেন? উত্তর : ১৮৭৯ সালে তিনি কলকাতার সেন্ট জেভিয়ার্স স্কুল থেকে কৃতিত্বের সাথে প্রবেশিকা পরীক্ষায় উত্তীর্ণ হয়েছিলেন। xyxy=(446,287,670,358)
bangla1-column-1 xyxy=(10,716,236,896)
